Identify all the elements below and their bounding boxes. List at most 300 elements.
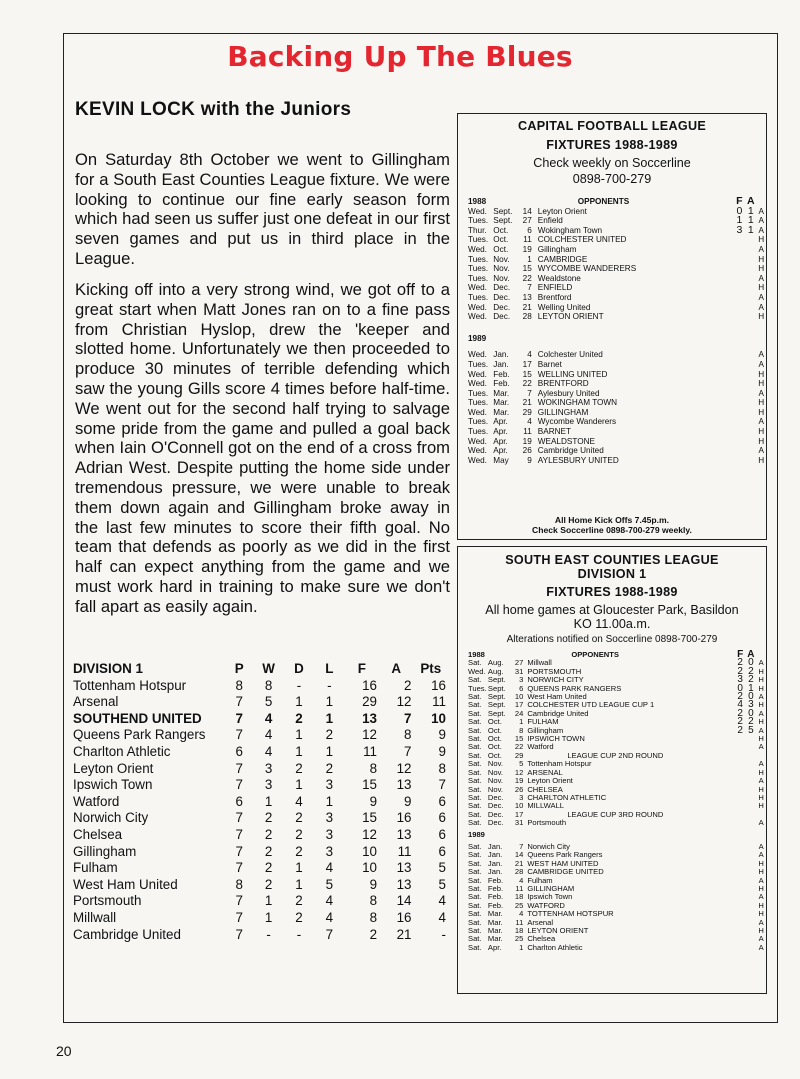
table-row [73,844,448,861]
fixture-month: Oct. [487,725,502,735]
fixture-date: 6 [519,683,524,693]
fixture-opponent: PORTSMOUTH [527,666,582,676]
fixture-month: Mar. [487,926,503,935]
fixture-for: 2 [737,707,743,719]
stat-cell: 2 [295,810,303,826]
fixture-venue: H [758,436,765,446]
stat-cell: 12 [396,760,412,776]
stat-cell: 15 [362,810,378,826]
fixture-day: Tues. [468,359,489,369]
fixture-date: 27 [514,658,524,668]
fixture-row [468,752,766,760]
fixture-day: Wed. [468,206,487,216]
fixture-row [468,255,766,265]
fixture-venue: H [758,801,764,811]
fixture-month: Oct. [487,717,502,727]
fixture-for: 2 [737,691,743,703]
capital-phone: 0898-700-279 [572,172,652,186]
fixture-for: 0 [736,204,743,217]
fixture-day: Sat. [468,801,482,811]
fixture-venue: H [758,858,764,868]
table-row [73,694,448,711]
fixture-row [468,811,766,819]
fixture-date: 19 [522,436,532,446]
stat-cell: 7 [235,843,243,859]
a-label: A [747,649,755,660]
fixture-for [735,760,746,768]
stat-cell: 2 [369,926,378,942]
secl-alterations: Alterations notified on Soccerline 0898-700-279 [506,634,718,645]
kickoff-note: All Home Kick Offs 7.45p.m. [554,515,670,525]
fixture-for [735,893,746,901]
fixture-date: 21 [522,398,532,408]
fixture-against [745,811,756,819]
fixture-for [734,255,745,265]
fixture-against [745,769,756,777]
fixture-date: 11 [515,917,524,927]
year-label: 1989 [468,829,485,839]
fixture-opponent: CAMBRIDGE UNITED [527,867,604,877]
fixture-against [745,752,756,760]
fixture-day: Sat. [468,934,482,944]
fixture-against [745,760,756,768]
fixture-opponent: MILLWALL [527,801,565,811]
fixture-against [745,427,756,437]
fixture-opponent: GILLINGHAM [537,407,589,417]
fixture-day: Tues. [468,427,489,437]
stat-cell: 1 [295,743,303,759]
fixture-opponent: WEALDSTONE [537,436,595,446]
fixture-venue: A [758,292,764,302]
fixture-for [735,944,746,952]
stat-cell: 2 [295,826,303,842]
team-name: Chelsea [73,826,123,842]
fixture-venue: H [758,254,765,264]
fixture-date: 27 [522,216,532,226]
fixture-opponent: LEAGUE CUP 3RD ROUND [567,809,664,819]
table-row [73,910,448,927]
secl-fixtures-header [468,651,766,659]
fixture-for [735,868,746,876]
fixture-against [745,851,756,859]
fixture-opponent: WOKINGHAM TOWN [537,398,618,408]
fixture-date: 4 [527,417,532,427]
fixture-month: Sept. [487,683,506,693]
fixture-for [735,902,746,910]
fixture-month: Dec. [487,809,504,819]
fixture-day: Wed. [468,666,486,676]
fixture-row [468,786,766,794]
fixture-month: Jan. [487,858,503,868]
fixture-month: Sept. [487,708,506,718]
fixture-venue: H [758,283,765,293]
stat-cell: 16 [362,677,378,693]
fixture-venue: H [758,883,764,893]
fixture-row [468,398,766,408]
fixture-venue: H [758,926,764,935]
stat-cell: 16 [431,677,446,693]
fixture-for [734,370,745,380]
fixture-for [734,408,745,418]
fixture-for [734,264,745,274]
fixture-for [734,303,745,313]
fixture-row [468,819,766,827]
league-table-header [73,661,448,678]
fixture-row [468,910,766,918]
fixture-row [468,264,766,274]
fixture-opponent: WYCOMBE WANDERERS [537,264,637,274]
fixture-date: 21 [522,302,532,312]
fixture-against [745,255,756,265]
table-row [73,727,448,744]
stat-cell: 4 [264,727,273,743]
fixture-day: Sat. [468,776,482,786]
fixture-row [468,226,766,236]
fixture-venue: A [758,942,764,952]
stat-cell: 4 [438,893,446,909]
division-heading: DIVISION 1 [73,661,143,676]
fixture-day: Thur. [468,225,487,235]
fixture-date: 15 [522,264,532,274]
fixture-venue: H [758,455,765,465]
fixture-opponent: LEYTON ORIENT [527,926,589,935]
fixture-row [468,944,766,952]
stat-cell: 7 [235,760,243,776]
fixture-against: 2 [748,665,754,677]
fixture-row [468,794,766,802]
fixture-for: 2 [737,716,743,728]
fixture-against [745,927,756,935]
secl-title: SOUTH EAST COUNTIES LEAGUE [505,553,719,567]
fixture-month: Mar. [487,934,503,944]
capital-footer [458,515,766,536]
fixture-day: Wed. [468,455,487,465]
fixture-day: Tues. [468,273,489,283]
stat-cell: 2 [295,893,303,909]
fixture-date: 17 [522,359,532,369]
fixture-date: 15 [522,369,532,379]
fixture-venue: H [758,717,764,727]
team-name: Tottenham Hotspur [73,677,187,693]
stat-cell: 12 [362,727,378,743]
fixture-for [735,769,746,777]
fixture-row [468,283,766,293]
stat-cell: 7 [438,777,446,793]
stat-cell: 4 [295,793,303,809]
fixture-row [468,843,766,851]
fixture-row [468,760,766,768]
fixture-row [468,701,766,709]
fixture-against: 0 [748,707,754,719]
fixture-row [468,877,766,885]
fixture-day: Sat. [468,867,482,877]
article-paragraph-1 [75,150,450,269]
stat-cell: 7 [235,893,243,909]
stat-cell: 7 [235,710,243,726]
stat-cell: 9 [369,876,378,892]
fixture-date: 9 [527,455,532,465]
column-header: Pts [420,661,442,676]
fixture-against [745,743,756,751]
stat-cell: 7 [235,860,243,876]
stat-cell: 7 [404,710,412,726]
article-byline: KEVIN LOCK with the Juniors [75,99,352,120]
fixture-day: Sat. [468,841,482,851]
fixture-month: Dec. [493,283,511,293]
fixture-for [734,360,745,370]
fixture-opponent: Colchester United [537,350,603,360]
fixture-opponent: Welling United [537,302,591,312]
fixture-month: May [493,455,509,465]
fixture-month: Oct. [487,734,502,744]
fixture-venue: H [758,427,765,437]
fixture-row [468,860,766,868]
stat-cell: 5 [325,876,334,892]
stat-cell: 4 [325,893,334,909]
fixture-date: 11 [515,883,524,893]
fixture-against [745,944,756,952]
fixture-opponent: Aylesbury United [537,388,600,398]
fixture-against [745,360,756,370]
fixture-for [735,927,746,935]
fixture-day: Sat. [468,742,482,752]
stat-cell: 7 [235,826,243,842]
team-name: Queens Park Rangers [73,727,206,743]
fixture-against: 0 [748,657,754,669]
fixture-opponent: Leyton Orient [537,206,587,216]
stat-cell: 1 [295,860,303,876]
stat-cell: 6 [438,810,446,826]
fixture-row [468,718,766,726]
stat-cell: 9 [438,743,446,759]
fixture-against: 1 [747,223,754,236]
fixture-venue: A [758,417,764,427]
stat-cell: 3 [325,777,334,793]
stat-cell: 1 [295,694,303,710]
secl-fixtures [468,651,766,952]
fixture-row [468,727,766,735]
fixture-venue: H [758,909,764,919]
stat-cell: 13 [396,876,412,892]
fixture-month: Mar. [493,407,510,417]
opponents-label: OPPONENTS [577,197,630,206]
team-name: Fulham [73,860,118,876]
fixture-against [745,885,756,893]
fixture-opponent: Millwall [527,658,552,668]
fixture-venue: H [758,264,765,274]
fixture-month: Oct. [487,750,502,760]
fixture-date: 31 [514,666,524,676]
fixture-against: 2 [748,716,754,728]
team-name: Norwich City [73,810,149,826]
fixture-month: Nov. [487,759,503,769]
soccerline-note: Check Soccerline 0898-700-279 weekly. [532,525,692,536]
fixture-month: Sept. [487,692,506,702]
fixture-date: 5 [519,759,524,769]
stat-cell: 2 [264,876,273,892]
fixture-opponent: BARNET [537,427,571,437]
stat-cell: 15 [362,777,378,793]
fixture-month: Nov. [493,254,510,264]
stat-cell: 3 [264,777,273,793]
fixture-for [735,811,746,819]
paragraph-text: On Saturday 8th October we went to Gillingham for a South East Counties League fixture. We were looking to continue our fine early season form which had seen us suffer just one defeat in our first seven games and put us in third place in the League. [75,150,450,268]
fixture-against [745,446,756,456]
fixture-opponent: QUEENS PARK RANGERS [527,683,622,693]
fixture-venue: A [758,658,764,668]
fixture-venue: H [758,675,764,685]
stat-cell: 1 [264,893,273,909]
fixture-opponent: Gillingham [527,725,564,735]
fixture-against: 3 [748,699,754,711]
capital-subtitle: FIXTURES 1988-1989 [546,138,678,152]
fixture-month: Feb. [487,892,504,902]
fixture-for [735,885,746,893]
fixture-month: Aug. [487,658,504,668]
stat-cell: 13 [362,710,378,726]
fixture-date: 8 [519,725,524,735]
fixture-opponent: Portsmouth [527,818,567,828]
stat-cell: 9 [369,793,378,809]
stat-cell: 1 [264,909,273,925]
fixture-for [735,877,746,885]
fixture-opponent: CAMBRIDGE [537,254,588,264]
fixture-opponent: Fulham [527,875,553,885]
fixture-day: Wed. [468,350,487,360]
fixture-for [735,786,746,794]
fixture-month: Dec. [487,801,504,811]
stat-cell: 10 [362,860,378,876]
fixture-month: Mar. [487,909,503,919]
stat-cell: 2 [295,760,303,776]
stat-cell: 6 [235,743,243,759]
fixture-opponent: Chelsea [527,934,556,944]
fixture-day: Sat. [468,767,482,777]
fixture-opponent: ENFIELD [537,283,573,293]
stat-cell: 2 [404,677,412,693]
year-label: 1989 [468,333,487,343]
fixture-day: Tues. [468,235,489,245]
fixture-date: 28 [522,312,532,322]
fixture-opponent: WATFORD [527,900,565,910]
fixture-date: 4 [519,875,524,885]
fixture-month: Nov. [487,784,503,794]
fixture-date: 14 [522,206,532,216]
fixture-day: Sat. [468,926,482,935]
secl-kickoff: KO 11.00a.m. [573,617,651,631]
fixture-for [734,446,745,456]
fixture-day: Wed. [468,407,487,417]
fixture-month: Dec. [493,312,511,322]
fixture-month: Jan. [487,850,503,860]
fixture-month: Oct. [493,235,509,245]
stat-cell: 1 [325,694,334,710]
team-name: Millwall [73,909,117,925]
stat-cell: 2 [264,810,273,826]
fixture-day: Tues. [468,254,489,264]
fixture-against [745,794,756,802]
fixture-month: Dec. [493,302,511,312]
stat-cell: 13 [396,826,412,842]
fixture-for [734,293,745,303]
fixture-against: 2 [748,674,754,686]
fixture-month: Aug. [487,666,504,676]
fixture-for [734,283,745,293]
fixture-venue: A [758,742,764,752]
stat-cell: 11 [397,843,412,859]
stat-cell: 16 [396,909,412,925]
fixture-for [735,802,746,810]
fixture-date: 21 [514,858,524,868]
fixture-for [734,379,745,389]
fixture-month: Dec. [487,792,504,802]
column-header: D [294,661,304,676]
fixture-opponent: GILLINGHAM [527,883,575,893]
secl-box [457,546,767,994]
fixture-against [745,293,756,303]
fixture-venue: A [758,759,764,769]
fixture-month: Feb. [493,369,510,379]
fixture-venue: H [758,398,765,408]
fixture-opponent: NORWICH CITY [527,675,584,685]
fixture-venue: A [758,350,764,360]
stat-cell: 6 [438,843,446,859]
stat-cell: 6 [438,793,446,809]
stat-cell: 7 [235,810,243,826]
fixture-month: Sept. [493,216,513,226]
table-row [73,744,448,761]
stat-cell: 1 [295,727,303,743]
fixture-day: Sat. [468,900,482,910]
fixture-date: 7 [527,283,532,293]
stat-cell: 1 [325,743,334,759]
stat-cell: 1 [295,876,303,892]
fixture-row [468,685,766,693]
fixture-opponent: ARSENAL [527,767,563,777]
fixture-date: 26 [514,784,524,794]
fixture-venue: H [758,900,764,910]
stat-cell: 10 [431,710,446,726]
a-label: A [746,195,755,207]
fixture-date: 22 [522,273,532,283]
stat-cell: 7 [235,694,243,710]
page-title: Backing Up The Blues [227,40,573,73]
fixture-month: Nov. [487,767,503,777]
fixture-venue: A [758,818,764,828]
fixture-date: 4 [527,350,532,360]
fixture-row [468,437,766,447]
fixture-date: 1 [519,942,524,952]
fixture-day: Sat. [468,942,482,952]
fixture-day: Tues. [468,216,489,226]
fixture-day: Sat. [468,725,482,735]
stat-cell: 5 [438,860,446,876]
fixture-day: Sat. [468,734,482,744]
stat-cell: - [266,926,271,942]
fixture-for [734,312,745,322]
table-row [73,877,448,894]
fixture-venue: H [758,784,764,794]
fixture-month: Dec. [487,818,504,828]
fixture-venue: A [758,692,764,702]
fixture-month: Oct. [493,225,509,235]
fixture-day: Sat. [468,818,482,828]
fixture-against [745,264,756,274]
stat-cell: 3 [264,760,273,776]
fixture-venue: A [758,244,764,254]
team-name: West Ham United [73,876,178,892]
fixture-month: Apr. [487,942,502,952]
